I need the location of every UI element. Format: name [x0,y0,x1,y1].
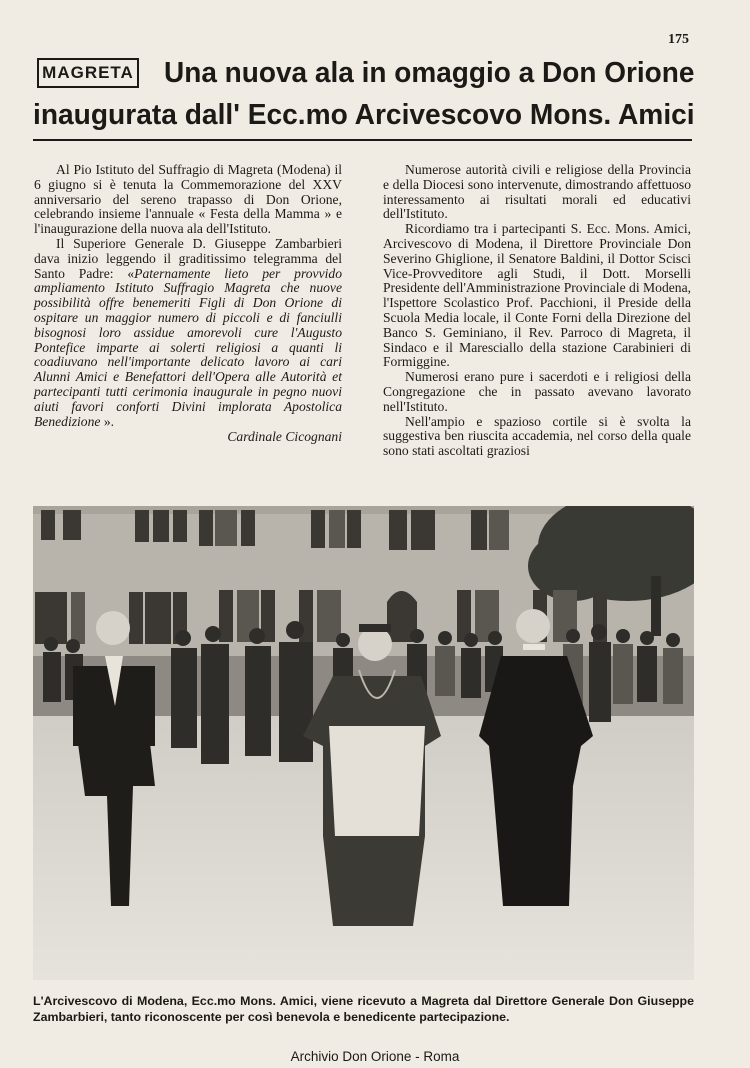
headline-line-2: inaugurata dall' Ecc.mo Arcivescovo Mons. Amici [33,99,695,131]
article-paragraph: Numerose autorità civili e religiose della Provincia e della Diocesi sono intervenute, dimostrando affettuoso interessamento ai risultati morali ed educativi dell'Istituto. [383,162,691,222]
headline-rule [33,139,692,141]
article-column-left [34,163,342,445]
telegram-text: Paternamente lieto per provvido ampliamento Istituto Suffragio Magreta che nuove possibilità offre benemeriti Figli di Don Orione di ospitare un maggior numero di piccoli e di fanciulli bisognosi loro assidue amorevoli cure l'Augusto Pontefice imparte ai solerti religiosi a quanti li coadiuvano nell'importante delicato lavoro ai cari Alunni Amici e Benefattori dell'Opera alle Autorità et partecipanti tutti cerimonia inaugurale in pegno nuovi aiuti favori conforti Divini implorata Apostolica Benedizione [34,265,342,429]
archive-credit: Archivio Don Orione - Roma [290,1049,460,1064]
photo-caption: L'Arcivescovo di Modena, Ecc.mo Mons. Amici, viene ricevuto a Magreta dal Direttore Generale Don Giuseppe Zambarbieri, tanto riconoscente per così benevola e benedicente partecipazione. [33,994,694,1024]
article-paragraph [34,237,342,429]
telegram-close: ». [100,413,115,429]
headline-line-1: Una nuova ala in omaggio a Don Orione [164,57,695,89]
page-number: 175 [668,32,689,47]
article-paragraph: Nell'ampio e spazioso cortile si è svolta la suggestiva ben riuscita accademia, nel corso della quale sono stati ascoltati graziosi [383,413,691,459]
telegram-signature: Cardinale Cicognani [227,429,342,445]
section-tag: MAGRETA [37,58,139,88]
article-paragraph: Numerosi erano pure i sacerdoti e i religiosi della Congregazione che in passato avevano lavorato nell'Istituto. [383,369,691,414]
telegram-intro: Il Superiore Generale D. Giuseppe Zambarbieri dava inizio leggendo il graditissimo telegramma del Santo Padre: « [34,235,342,281]
article-column-right [383,163,691,459]
article-paragraph: Al Pio Istituto del Suffragio di Magreta (Modena) il 6 giugno si è tenuta la Commemorazione del XXV anniversario del sereno trapasso di Don Orione, celebrando insieme l'annuale « Festa della Mamma » e l'inaugurazione della nuova ala dell'Istituto. [34,162,342,237]
inauguration-photo [33,506,694,980]
article-paragraph: Ricordiamo tra i partecipanti S. Ecc. Mons. Amici, Arcivescovo di Modena, il Direttore Provinciale Don Severino Ghiglione, il Senatore Baldini, il Dottor Scisci Vice-Provveditore agli Studi, il Dott. Morselli Presidente dell'Amministrazione Provinciale di Modena, l'Ispettore Scolastico Prof. Pacchioni, il Preside della Scuola Media locale, il Conte Forni della Direzione del Banco S. Geminiano, il Rev. Parroco di Magreta, il Sindaco e il Maresciallo della stazione Carabinieri di Formiggine. [383,221,691,370]
